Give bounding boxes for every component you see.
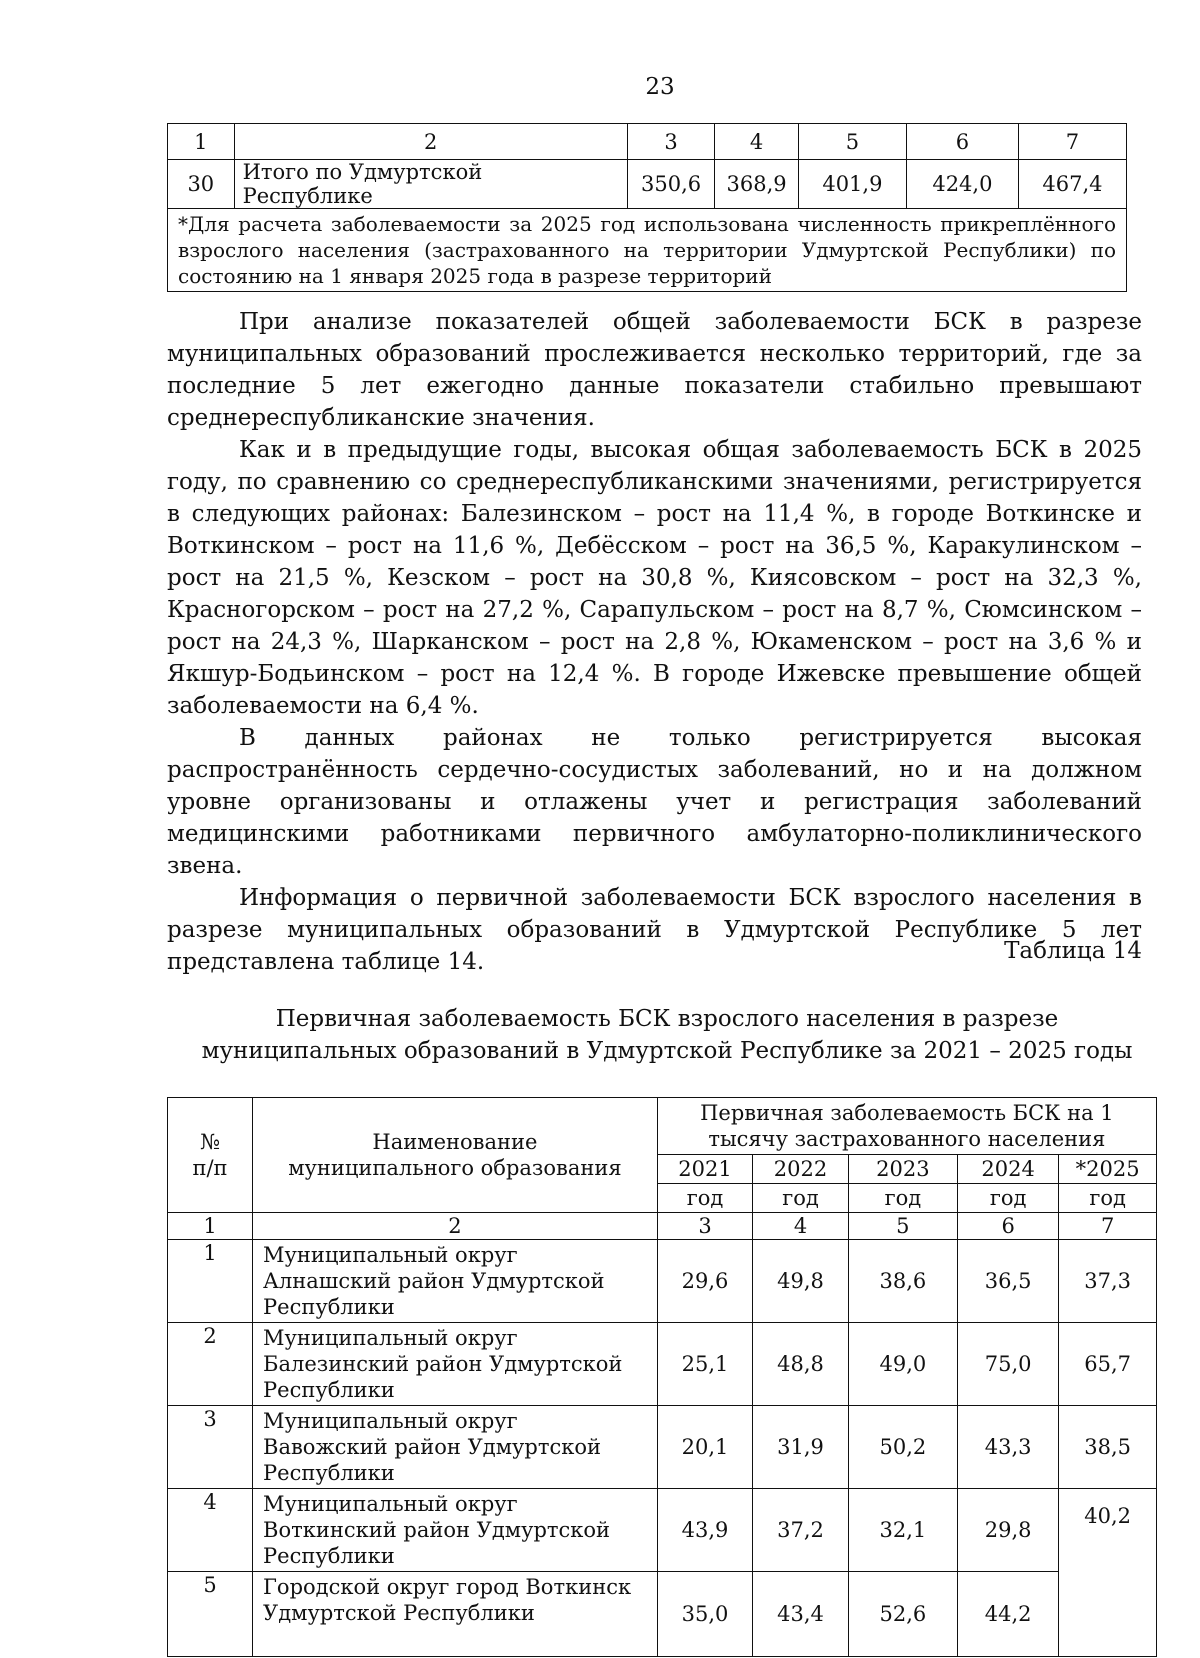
value-cell: 43,3 — [957, 1406, 1058, 1489]
column-group-header: Первичная заболеваемость БСК на 1 тысячу застрахованного населения — [657, 1098, 1156, 1155]
paragraph: Информация о первичной заболеваемости БСК взрослого населения в разрезе муниципальных образований в Удмуртской Республике 5 лет представлена таблице 14. — [167, 885, 1142, 975]
caption-line: муниципальных образований в Удмуртской Республике за 2021 – 2025 годы — [201, 1038, 1133, 1064]
value-cell: 38,5 — [1059, 1406, 1157, 1489]
value-cell: 44,2 — [957, 1572, 1058, 1657]
table-row — [168, 1240, 1157, 1323]
index-cell: 6 — [906, 124, 1018, 160]
row-number: 1 — [168, 1240, 253, 1323]
index-cell: 4 — [753, 1213, 848, 1240]
merged-value-cell: 40,2 — [1059, 1489, 1157, 1657]
year-unit: год — [753, 1184, 848, 1213]
table-row — [168, 1323, 1157, 1406]
year-unit: год — [657, 1184, 752, 1213]
footnote-row — [168, 209, 1127, 292]
year-header: *2025 — [1059, 1155, 1157, 1184]
index-cell: 1 — [168, 1213, 253, 1240]
page-number: 23 — [645, 74, 675, 100]
year-header: 2023 — [848, 1155, 957, 1184]
value-cell: 35,0 — [657, 1572, 752, 1657]
value-cell: 49,8 — [753, 1240, 848, 1323]
value-cell: 48,8 — [753, 1323, 848, 1406]
table-header-row — [168, 1098, 1157, 1155]
value-cell: 29,8 — [957, 1489, 1058, 1572]
year-header: 2022 — [753, 1155, 848, 1184]
row-number: 3 — [168, 1406, 253, 1489]
table-row — [168, 1489, 1157, 1572]
table-index-row — [168, 1213, 1157, 1240]
caption-line: Первичная заболеваемость БСК взрослого населения в разрезе — [275, 1006, 1059, 1032]
row-name: Итого по Удмуртской Республике — [234, 160, 627, 209]
footnote: *Для расчета заболеваемости за 2025 год использована численность прикреплённого взрослого населения (застрахованного на территории Удмуртской Республики) по состоянию на 1 января 2025 года в разрезе территорий — [168, 209, 1127, 292]
value-cell: 25,1 — [657, 1323, 752, 1406]
index-cell: 2 — [234, 124, 627, 160]
row-name: Муниципальный округ Воткинский район Удмуртской Республики — [253, 1489, 658, 1572]
value-cell: 37,2 — [753, 1489, 848, 1572]
column-header-number — [168, 1098, 253, 1213]
value-cell: 75,0 — [957, 1323, 1058, 1406]
year-header: 2021 — [657, 1155, 752, 1184]
index-cell: 6 — [957, 1213, 1058, 1240]
index-cell: 2 — [253, 1213, 658, 1240]
row-number: 4 — [168, 1489, 253, 1572]
value-cell: 31,9 — [753, 1406, 848, 1489]
index-cell: 7 — [1059, 1213, 1157, 1240]
summary-table-index-row — [168, 124, 1127, 160]
index-cell: 3 — [627, 124, 714, 160]
table-row — [168, 1572, 1157, 1657]
year-unit: год — [957, 1184, 1058, 1213]
index-cell: 3 — [657, 1213, 752, 1240]
index-cell: 1 — [168, 124, 235, 160]
row-number: 30 — [168, 160, 235, 209]
column-header-name: Наименование муниципального образования — [253, 1098, 658, 1213]
table-caption — [167, 1003, 1167, 1067]
header-text: п/п — [192, 1156, 228, 1180]
row-name: Муниципальный округ Вавожский район Удмуртской Республики — [253, 1406, 658, 1489]
index-cell: 5 — [848, 1213, 957, 1240]
value-cell: 368,9 — [715, 160, 799, 209]
value-cell: 52,6 — [848, 1572, 957, 1657]
value-cell: 36,5 — [957, 1240, 1058, 1323]
row-number: 5 — [168, 1572, 253, 1657]
value-cell: 401,9 — [798, 160, 906, 209]
value-cell: 43,4 — [753, 1572, 848, 1657]
table-row — [168, 1406, 1157, 1489]
value-cell: 350,6 — [627, 160, 714, 209]
header-text: № — [200, 1130, 220, 1154]
row-name: Муниципальный округ Балезинский район Удмуртской Республики — [253, 1323, 658, 1406]
value-cell: 29,6 — [657, 1240, 752, 1323]
value-cell: 50,2 — [848, 1406, 957, 1489]
paragraph: При анализе показателей общей заболеваемости БСК в разрезе муниципальных образований прослеживается несколько территорий, где за последние 5 лет ежегодно данные показатели стабильно превышают среднереспубликанские значения. — [167, 309, 1142, 431]
value-cell: 20,1 — [657, 1406, 752, 1489]
year-header: 2024 — [957, 1155, 1058, 1184]
index-cell: 4 — [715, 124, 799, 160]
value-cell: 32,1 — [848, 1489, 957, 1572]
year-unit: год — [1059, 1184, 1157, 1213]
paragraph: Как и в предыдущие годы, высокая общая заболеваемость БСК в 2025 году, по сравнению со среднереспубликанскими значениями, регистрируется в следующих районах: Балезинском – рост на 11,4 %, в городе Воткинске и Воткинском – рост на 11,6 %, Дебёсском – рост на 36,5 %, Каракулинском – рост на 21,5 %, Кезском – рост на 30,8 %, Киясовском – рост на 32,3 %, Красногорском – рост на 27,2 %, Сарапульском – рост на 8,7 %, Сюмсинском – рост на 24,3 %, Шарканском – рост на 2,8 %, Юкаменском – рост на 3,6 % и Якшур-Бодьинском – рост на 12,4 %. В городе Ижевске превышение общей заболеваемости на 6,4 %. — [167, 437, 1142, 719]
value-cell: 43,9 — [657, 1489, 752, 1572]
value-cell: 37,3 — [1059, 1240, 1157, 1323]
table-row — [168, 160, 1127, 209]
row-name: Городской округ город Воткинск Удмуртской Республики — [253, 1572, 658, 1657]
year-unit: год — [848, 1184, 957, 1213]
value-cell: 424,0 — [906, 160, 1018, 209]
value-cell: 38,6 — [848, 1240, 957, 1323]
table-label: Таблица 14 — [1004, 938, 1142, 964]
value-cell: 467,4 — [1018, 160, 1126, 209]
body-text — [167, 306, 1142, 978]
value-cell: 65,7 — [1059, 1323, 1157, 1406]
incidence-table — [167, 1097, 1157, 1657]
value-cell: 49,0 — [848, 1323, 957, 1406]
row-number: 2 — [168, 1323, 253, 1406]
index-cell: 7 — [1018, 124, 1126, 160]
index-cell: 5 — [798, 124, 906, 160]
summary-table — [167, 123, 1127, 292]
row-name: Муниципальный округ Алнашский район Удмуртской Республики — [253, 1240, 658, 1323]
paragraph: В данных районах не только регистрируется высокая распространённость сердечно-сосудистых заболеваний, но и на должном уровне организованы и отлажены учет и регистрация заболеваний медицинскими работниками первичного амбулаторно-поликлинического звена. — [167, 725, 1142, 879]
